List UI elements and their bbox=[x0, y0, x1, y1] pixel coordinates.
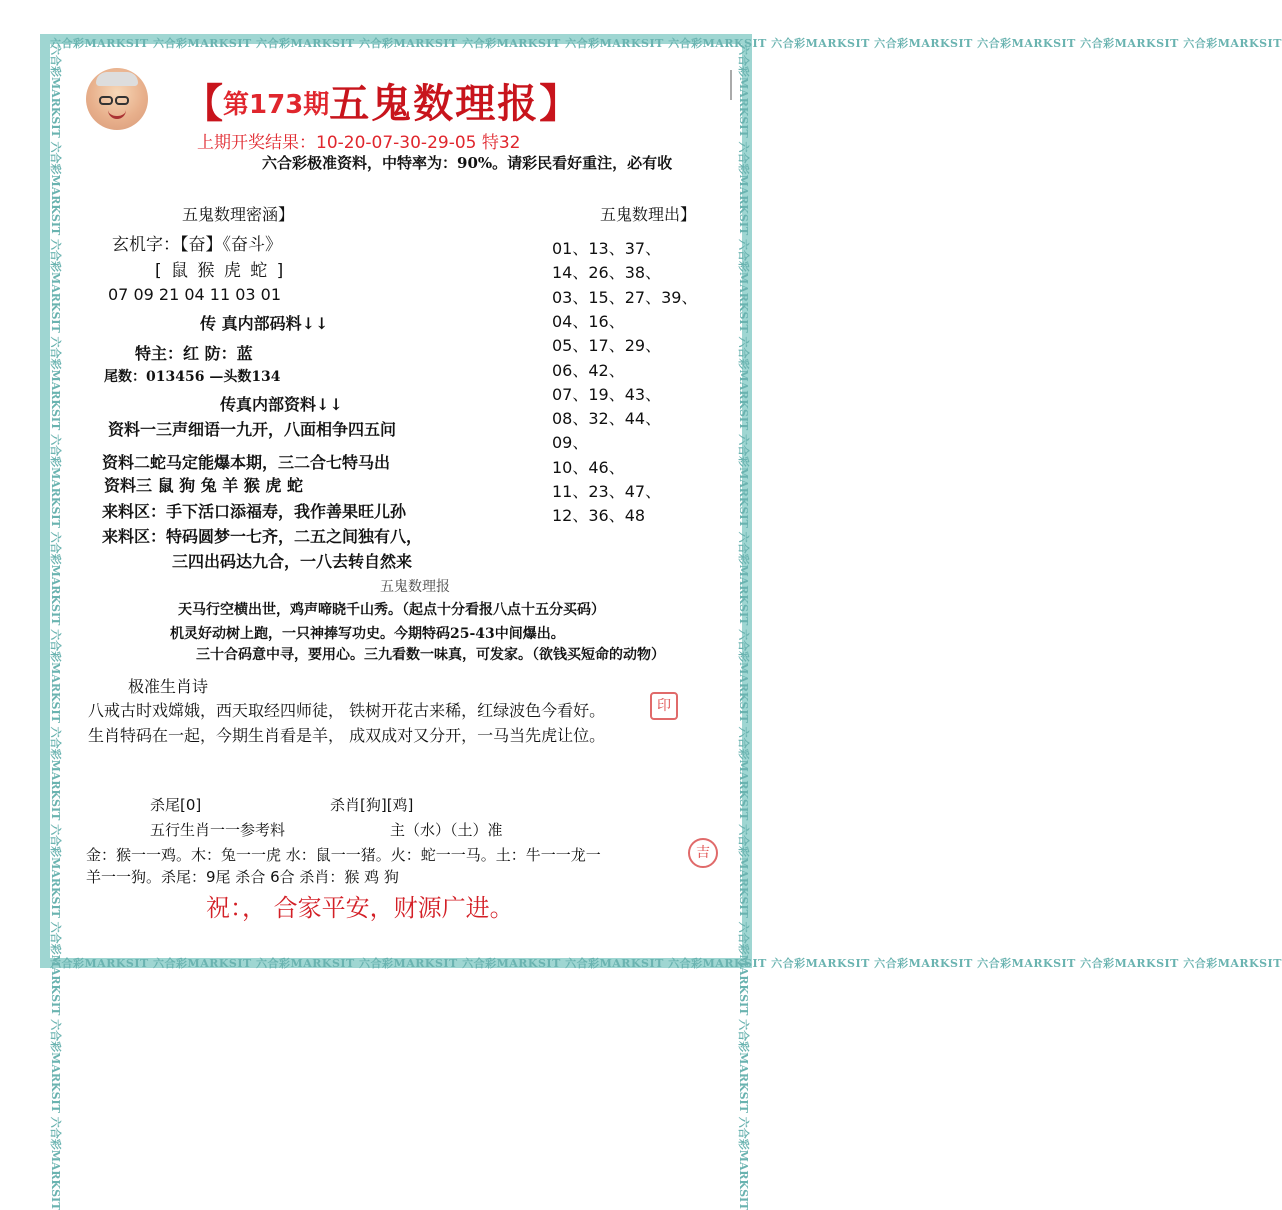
last-result: 上期开奖结果：10-20-07-30-29-05 特32 bbox=[197, 133, 521, 153]
number-row: 03、15、27、39、 bbox=[552, 287, 698, 307]
border-watermark-top bbox=[50, 35, 1282, 51]
watermark-text: 六合彩MARKSIT 六合彩MARKSIT 六合彩MARKSIT 六合彩MARKSIT 六合彩MARKSIT 六合彩MARKSIT 六合彩MARKSIT 六合彩MARKSIT 六合彩MARKSIT 六合彩MARKSIT 六合彩MARKSIT 六合彩MARKSIT bbox=[50, 957, 1282, 970]
wuxing-line-2: 羊一一狗。杀尾：9尾 杀合 6合 杀肖：猴 鸡 狗 bbox=[86, 868, 399, 886]
poem-title: 极准生肖诗 bbox=[128, 677, 209, 696]
number-row: 10、46、 bbox=[552, 457, 625, 477]
red-round-seal: 吉 bbox=[688, 838, 718, 868]
left-section-title: 五鬼数理密涵】 bbox=[182, 205, 295, 224]
border-watermark-left bbox=[48, 44, 64, 1210]
info-line-2: 资料二蛇马定能爆本期，三二合七特马出 bbox=[102, 453, 391, 472]
kill-tail: 杀尾[0] bbox=[150, 796, 202, 814]
red-seal-stamp: 印 bbox=[650, 692, 678, 720]
kill-zodiac: 杀肖[狗][鸡] bbox=[330, 796, 414, 814]
tail-numbers: 尾数：013456 —头数134 bbox=[104, 369, 281, 385]
number-row: 09、 bbox=[552, 433, 589, 453]
riddle-line-2: 机灵好动树上跑，一只神捧写功史。今期特码25-43中间爆出。 bbox=[170, 626, 565, 642]
watermark-text: 六合彩MARKSIT 六合彩MARKSIT 六合彩MARKSIT 六合彩MARKSIT 六合彩MARKSIT 六合彩MARKSIT 六合彩MARKSIT 六合彩MARKSIT 六合彩MARKSIT 六合彩MARKSIT 六合彩MARKSIT 六合彩MARKSIT bbox=[49, 44, 62, 1210]
number-list: 07 09 21 04 11 03 01 bbox=[108, 285, 282, 304]
number-row: 07、19、43、 bbox=[552, 384, 662, 404]
tagline: 六合彩极准资料，中特率为：90%。请彩民看好重注，必有收 bbox=[262, 154, 673, 172]
wuxing-line-1: 金：猴一一鸡。木：兔一一虎 水：鼠一一猪。火：蛇一一马。土：牛一一龙一 bbox=[86, 846, 601, 864]
border-watermark-bottom bbox=[50, 955, 1282, 971]
number-row: 04、16、 bbox=[552, 311, 625, 331]
issue-number: 第173期 bbox=[223, 90, 330, 120]
number-row: 12、36、48 bbox=[552, 506, 646, 526]
wuxing-title: 五行生肖一一参考料 bbox=[150, 821, 286, 839]
animal-list: [ 鼠 猴 虎 蛇 ] bbox=[155, 261, 286, 281]
page-title: 【第173期五鬼数理报】 bbox=[183, 80, 580, 127]
info-line-5: 来料区：特码圆梦一七齐，二五之间独有八， bbox=[102, 527, 423, 546]
watermark-text: 六合彩MARKSIT 六合彩MARKSIT 六合彩MARKSIT 六合彩MARKSIT 六合彩MARKSIT 六合彩MARKSIT 六合彩MARKSIT 六合彩MARKSIT 六合彩MARKSIT 六合彩MARKSIT 六合彩MARKSIT 六合彩MARKSIT bbox=[50, 37, 1282, 50]
poem-line-2: 生肖特码在一起，今期生肖看是羊， 成双成对又分开，一马当先虎让位。 bbox=[88, 726, 606, 745]
border-watermark-right bbox=[736, 44, 752, 1210]
special-color: 特主：红 防：蓝 bbox=[135, 344, 253, 363]
fax-header-2: 传真内部资料↓↓ bbox=[220, 395, 343, 414]
poem-line-1: 八戒古时戏嫦娥，西天取经四师徒， 铁树开花古来稀，红绿波色今看好。 bbox=[88, 701, 606, 720]
fax-header-1: 传 真内部码料↓↓ bbox=[200, 314, 329, 333]
right-section-title: 五鬼数理出】 bbox=[600, 205, 697, 224]
info-line-1: 资料一三声细语一九开，八面相争四五问 bbox=[108, 420, 397, 439]
info-line-3: 资料三 鼠 狗 兔 羊 猴 虎 蛇 bbox=[104, 476, 303, 495]
number-row: 11、23、47、 bbox=[552, 482, 662, 501]
riddle-line-3: 三十合码意中寻，要用心。三九看数一味真，可发家。（欲钱买短命的动物） bbox=[196, 647, 665, 663]
paper-name: 五鬼数理报 bbox=[329, 80, 540, 127]
number-row: 06、42、 bbox=[552, 360, 625, 380]
info-line-4: 来料区：手下活口添福寿，我作善果旺儿孙 bbox=[102, 502, 407, 521]
xuanji-text: 玄机字：【奋】《奋斗》 bbox=[112, 235, 282, 255]
wuxing-main: 主（水）（土）准 bbox=[390, 821, 503, 839]
corner-mark bbox=[730, 70, 738, 100]
number-row: 01、13、37、 bbox=[552, 239, 662, 258]
info-line-6: 三四出码达九合，一八去转自然来 bbox=[172, 552, 413, 571]
avatar bbox=[86, 68, 148, 130]
number-row: 14、26、38、 bbox=[552, 263, 662, 283]
blessing: 祝：， 合家平安，财源广进。 bbox=[206, 894, 514, 922]
number-row: 05、17、29、 bbox=[552, 336, 662, 356]
riddle-line-1: 天马行空横出世，鸡声啼晓千山秀。（起点十分看报八点十五分买码） bbox=[178, 602, 605, 618]
watermark-text: 六合彩MARKSIT 六合彩MARKSIT 六合彩MARKSIT 六合彩MARKSIT 六合彩MARKSIT 六合彩MARKSIT 六合彩MARKSIT 六合彩MARKSIT 六合彩MARKSIT 六合彩MARKSIT 六合彩MARKSIT 六合彩MARKSIT bbox=[737, 44, 750, 1210]
number-row: 08、32、44、 bbox=[552, 409, 662, 429]
paper-watermark: 五鬼数理报 bbox=[380, 579, 450, 595]
